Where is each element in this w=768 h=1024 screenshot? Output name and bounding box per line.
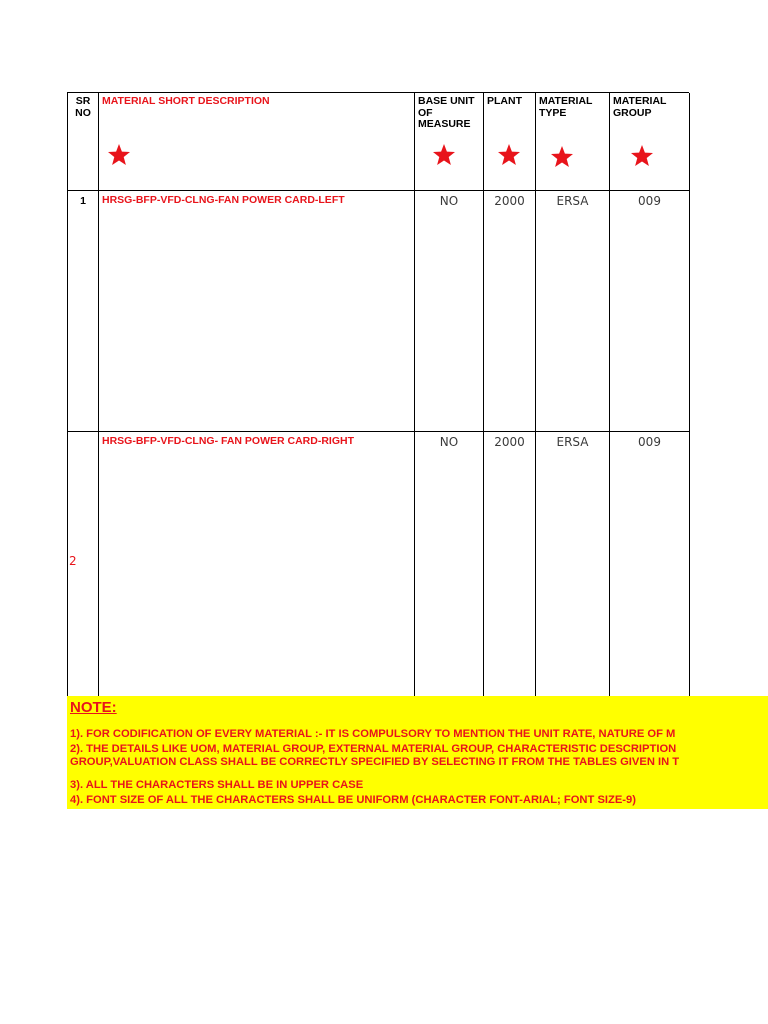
header-material-group-label: MATERIAL GROUP bbox=[613, 95, 667, 119]
header-plant-label: PLANT bbox=[487, 95, 522, 107]
red-star-icon bbox=[432, 143, 456, 167]
table-row-2-plant bbox=[484, 432, 536, 697]
table-row-1-description bbox=[99, 191, 415, 432]
red-star-icon bbox=[630, 144, 654, 168]
note-line-1: 1). FOR CODIFICATION OF EVERY MATERIAL :- IT IS COMPULSORY TO MENTION THE UNIT RATE, NATURE OF M bbox=[70, 728, 676, 740]
table-row-2-uom bbox=[415, 432, 484, 697]
row-2-sr-no-value: 2 bbox=[69, 554, 77, 568]
red-star-icon bbox=[497, 143, 521, 167]
row-1-description-value: HRSG-BFP-VFD-CLNG-FAN POWER CARD-LEFT bbox=[102, 194, 345, 206]
row-1-material-type-value: ERSA bbox=[556, 194, 589, 208]
header-uom-label: BASE UNIT OF MEASURE bbox=[418, 95, 475, 130]
header-uom bbox=[415, 93, 484, 191]
table-row-2-material-type bbox=[536, 432, 610, 697]
row-1-material-group-value: 009 bbox=[638, 194, 661, 208]
header-material-type bbox=[536, 93, 610, 191]
table-row-2-description bbox=[99, 432, 415, 697]
header-material-type-label: MATERIAL TYPE bbox=[539, 95, 593, 119]
row-1-plant-value: 2000 bbox=[494, 194, 525, 208]
note-line-4: 4). FONT SIZE OF ALL THE CHARACTERS SHALL BE UNIFORM (CHARACTER FONT-ARIAL; FONT SIZE-9) bbox=[70, 794, 636, 806]
note-line-2-continued: GROUP,VALUATION CLASS SHALL BE CORRECTLY SPECIFIED BY SELECTING IT FROM THE TABLES GIVEN IN T bbox=[70, 756, 680, 768]
table-row-1-uom bbox=[415, 191, 484, 432]
note-line-2: 2). THE DETAILS LIKE UOM, MATERIAL GROUP, EXTERNAL MATERIAL GROUP, CHARACTERISTIC DESCRIPTION bbox=[70, 743, 677, 755]
row-2-material-type-value: ERSA bbox=[556, 435, 589, 449]
note-box bbox=[67, 696, 768, 809]
row-2-uom-value: NO bbox=[439, 435, 459, 449]
header-sr-no-label: SR NO bbox=[75, 95, 91, 119]
row-1-uom-value: NO bbox=[439, 194, 459, 208]
red-star-icon bbox=[550, 145, 574, 169]
header-material-group bbox=[610, 93, 690, 191]
red-star-icon bbox=[107, 143, 131, 167]
row-2-plant-value: 2000 bbox=[494, 435, 525, 449]
row-2-description-value: HRSG-BFP-VFD-CLNG- FAN POWER CARD-RIGHT bbox=[102, 435, 354, 447]
header-sr-no bbox=[68, 93, 99, 191]
table-row-1-plant bbox=[484, 191, 536, 432]
table-row-1-material-group bbox=[610, 191, 690, 432]
note-line-3: 3). ALL THE CHARACTERS SHALL BE IN UPPER CASE bbox=[70, 779, 364, 791]
table-row-2-material-group bbox=[610, 432, 690, 697]
header-description bbox=[99, 93, 415, 191]
material-table bbox=[67, 92, 689, 696]
note-title: NOTE: bbox=[70, 699, 117, 716]
row-1-sr-no-value: 1 bbox=[80, 195, 86, 207]
header-plant bbox=[484, 93, 536, 191]
row-2-material-group-value: 009 bbox=[638, 435, 661, 449]
table-row-1-material-type bbox=[536, 191, 610, 432]
header-description-label: MATERIAL SHORT DESCRIPTION bbox=[102, 95, 270, 107]
table-row-1-sr-no bbox=[68, 191, 99, 432]
